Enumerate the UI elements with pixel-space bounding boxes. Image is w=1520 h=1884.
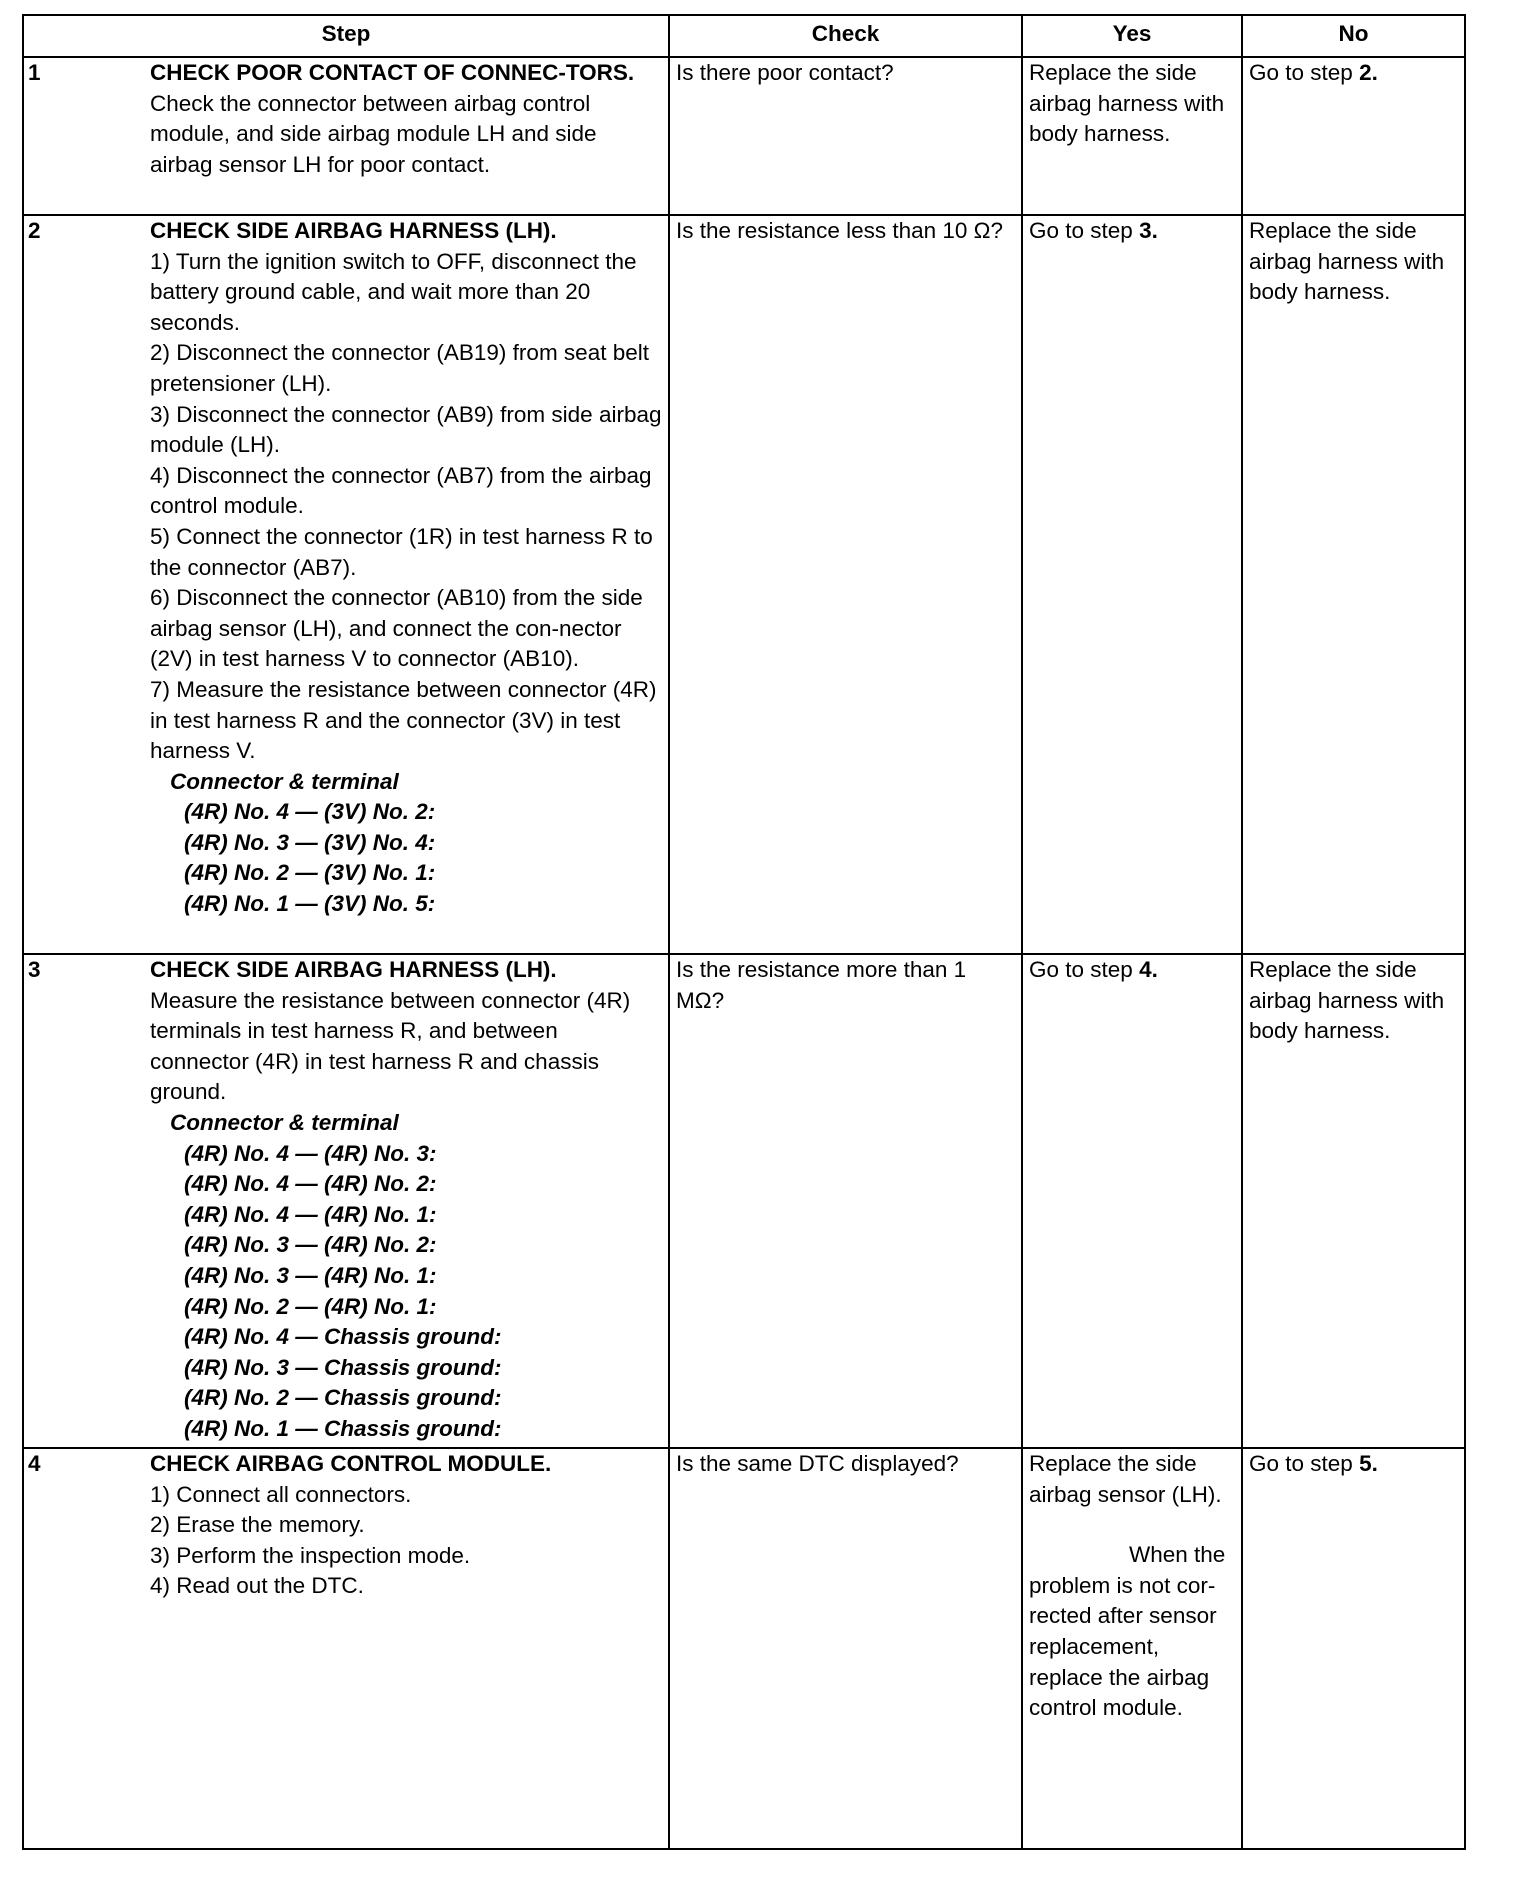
step-instruction: 3) Perform the inspection mode.	[150, 1542, 471, 1568]
yes-note	[1029, 1540, 1235, 1724]
no-cell	[1242, 1448, 1465, 1849]
header-row	[23, 15, 1465, 57]
step-instruction: 4) Read out the DTC.	[150, 1573, 364, 1599]
header-check: Check	[669, 15, 1022, 57]
yes-cell	[1022, 1448, 1242, 1849]
note-text: When the problem is not cor-rected after sensor replacement, replace the airbag control module.	[1029, 1542, 1226, 1721]
step-instruction: 4) Disconnect the connector (AB7) from the airbag control module.	[150, 462, 652, 519]
step-instruction: 3) Disconnect the connector (AB9) from side airbag module (LH).	[150, 401, 662, 458]
no-step-link[interactable]: 5.	[1359, 1451, 1378, 1476]
terminal-pair: (4R) No. 3 — (3V) No. 4:	[184, 829, 436, 855]
yes-step-link[interactable]: 3.	[1139, 218, 1158, 243]
yes-step-link[interactable]: 4.	[1139, 957, 1158, 982]
table-row	[23, 57, 1465, 215]
yes-text: Replace the side airbag sensor (LH).	[1029, 1451, 1222, 1507]
step-title: CHECK SIDE AIRBAG HARNESS (LH).	[150, 218, 557, 243]
no-cell: Replace the side airbag harness with body harness.	[1242, 215, 1465, 954]
terminal-heading: Connector & terminal	[170, 1109, 399, 1135]
step-cell	[23, 954, 669, 1448]
terminal-pair: (4R) No. 3 — Chassis ground:	[184, 1354, 502, 1380]
step-instruction: 5) Connect the connector (1R) in test harness R to the connector (AB7).	[150, 523, 653, 580]
table-row	[23, 954, 1465, 1448]
terminal-pair: (4R) No. 4 — Chassis ground:	[184, 1324, 502, 1350]
yes-cell	[1022, 954, 1242, 1448]
check-cell: Is the resistance less than 10 Ω?	[669, 215, 1022, 954]
step-instruction: 7) Measure the resistance between connector (4R) in test harness R and the connector (3V) in test harness V.	[150, 676, 657, 764]
terminal-pair: (4R) No. 4 — (4R) No. 2:	[184, 1171, 437, 1197]
step-number: 1	[28, 60, 41, 85]
header-yes: Yes	[1022, 15, 1242, 57]
terminal-pair: (4R) No. 2 — (4R) No. 1:	[184, 1293, 437, 1319]
yes-text: Go to step	[1029, 218, 1140, 243]
step-instruction: 1) Turn the ignition switch to OFF, disconnect the battery ground cable, and wait more than 20 seconds.	[150, 248, 637, 335]
check-cell: Is there poor contact?	[669, 57, 1022, 215]
terminal-pair: (4R) No. 1 — Chassis ground:	[184, 1415, 502, 1441]
no-text: Go to step	[1249, 60, 1360, 85]
terminal-pair: (4R) No. 2 — Chassis ground:	[184, 1385, 502, 1411]
terminal-pair: (4R) No. 3 — (4R) No. 1:	[184, 1262, 437, 1288]
check-cell: Is the same DTC displayed?	[669, 1448, 1022, 1849]
check-cell: Is the resistance more than 1 MΩ?	[669, 954, 1022, 1448]
yes-text: Go to step	[1029, 957, 1140, 982]
terminal-pair: (4R) No. 2 — (3V) No. 1:	[184, 860, 436, 886]
step-number: 2	[28, 218, 41, 243]
step-instruction: 2) Disconnect the connector (AB19) from seat belt pretensioner (LH).	[150, 340, 649, 396]
step-instruction: Measure the resistance between connector (4R) terminals in test harness R, and between connector (4R) in test harness R and chassis ground.	[150, 987, 631, 1105]
terminal-pair: (4R) No. 3 — (4R) No. 2:	[184, 1232, 437, 1258]
diagnostic-table	[22, 14, 1466, 1850]
terminal-pair: (4R) No. 4 — (3V) No. 2:	[184, 799, 436, 825]
table-row	[23, 1448, 1465, 1849]
no-cell	[1242, 57, 1465, 215]
step-instruction: 2) Erase the memory.	[150, 1512, 365, 1538]
terminal-pair: (4R) No. 1 — (3V) No. 5:	[184, 891, 436, 917]
step-title: CHECK SIDE AIRBAG HARNESS (LH).	[150, 957, 557, 982]
step-title: CHECK AIRBAG CONTROL MODULE.	[150, 1451, 552, 1476]
no-text: Go to step	[1249, 1451, 1360, 1476]
terminal-pair: (4R) No. 4 — (4R) No. 3:	[184, 1140, 437, 1166]
step-number: 3	[28, 957, 41, 982]
no-cell: Replace the side airbag harness with body harness.	[1242, 954, 1465, 1448]
step-instruction: Check the connector between airbag control module, and side airbag module LH and side airbag sensor LH for poor contact.	[150, 90, 597, 177]
step-instruction: 1) Connect all connectors.	[150, 1481, 412, 1507]
step-instruction: 6) Disconnect the connector (AB10) from the side airbag sensor (LH), and connect the con-nector (2V) in test harness V to connector (AB10).	[150, 585, 643, 672]
step-cell	[23, 57, 669, 215]
no-step-link[interactable]: 2.	[1359, 60, 1378, 85]
header-no: No	[1242, 15, 1465, 57]
header-step: Step	[23, 15, 669, 57]
terminal-heading: Connector & terminal	[170, 768, 399, 794]
table-row	[23, 215, 1465, 954]
step-cell	[23, 215, 669, 954]
yes-cell: Replace the side airbag harness with body harness.	[1022, 57, 1242, 215]
terminal-pair: (4R) No. 4 — (4R) No. 1:	[184, 1201, 437, 1227]
step-title: CHECK POOR CONTACT OF CONNEC-TORS.	[150, 60, 635, 85]
yes-cell	[1022, 215, 1242, 954]
step-number: 4	[28, 1451, 41, 1476]
step-cell	[23, 1448, 669, 1849]
